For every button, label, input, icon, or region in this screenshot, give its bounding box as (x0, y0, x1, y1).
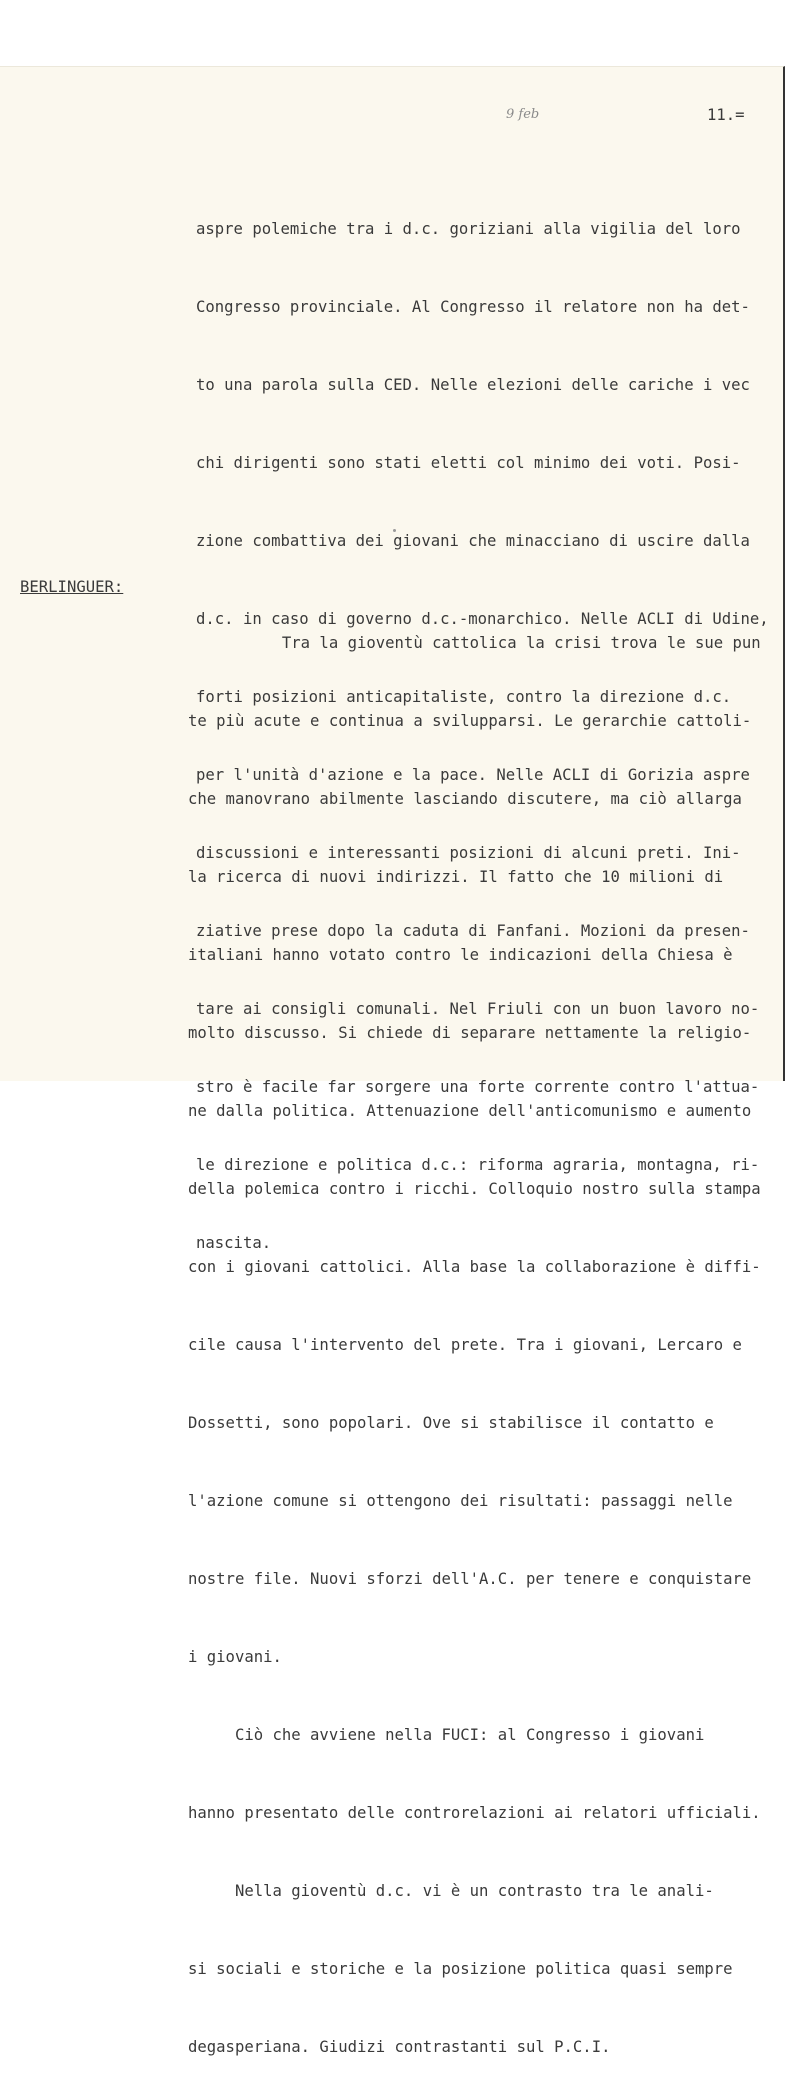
text-line: hanno presentato delle controrelazioni ai relatori ufficiali. (188, 1804, 761, 1822)
text-line: stro è facile far sorgere una forte corrente contro l'attua- (196, 1078, 760, 1096)
page-number: 11.= (707, 106, 745, 124)
text-line: to una parola sulla CED. Nelle elezioni delle cariche i vec (196, 376, 750, 394)
text-line: ziative prese dopo la caduta di Fanfani. Mozioni da presen- (196, 922, 750, 940)
text-line: l'azione comune si ottengono dei risultati: passaggi nelle (188, 1492, 733, 1510)
text-line: la ricerca di nuovi indirizzi. Il fatto che 10 milioni di (188, 868, 724, 886)
text-line: Tra la gioventù cattolica la crisi trova le sue pun (188, 634, 761, 652)
text-line: Dossetti, sono popolari. Ove si stabilisce il contatto e (188, 1414, 714, 1432)
text-line: ne dalla politica. Attenuazione dell'anticomunismo e aumento (188, 1102, 752, 1120)
text-line: chi dirigenti sono stati eletti col minimo dei voti. Posi- (196, 454, 741, 472)
text-line: cile causa l'intervento del prete. Tra i giovani, Lercaro e (188, 1336, 742, 1354)
text-line: Nella gioventù d.c. vi è un contrasto tra le anali- (188, 1882, 714, 1900)
paragraph-berlinguer (188, 578, 761, 2086)
text-line: forti posizioni anticapitaliste, contro la direzione d.c. (196, 688, 732, 706)
handwritten-annotation: 9 feb (506, 107, 540, 122)
text-line: zione combattiva dei giovani che minacciano di uscire dalla (196, 532, 750, 550)
text-line: Congresso provinciale. Al Congresso il relatore non ha det- (196, 298, 750, 316)
text-line: tare ai consigli comunali. Nel Friuli con un buon lavoro no- (196, 1000, 760, 1018)
text-line: i giovani. (188, 1648, 282, 1666)
text-line: le direzione e politica d.c.: riforma agraria, montagna, ri- (196, 1156, 760, 1174)
text-line: nascita. (196, 1234, 272, 1252)
text-line: per l'unità d'azione e la pace. Nelle ACLI di Gorizia aspre (196, 766, 750, 784)
text-line: che manovrano abilmente lasciando discutere, ma ciò allarga (188, 790, 742, 808)
text-line: degasperiana. Giudizi contrastanti sul P.C.I. (188, 2038, 611, 2056)
text-line: della polemica contro i ricchi. Colloquio nostro sulla stampa (188, 1180, 761, 1198)
text-line: nostre file. Nuovi sforzi dell'A.C. per tenere e conquistare (188, 1570, 752, 1588)
text-line: Ciò che avviene nella FUCI: al Congresso i giovani (188, 1726, 705, 1744)
text-line: molto discusso. Si chiede di separare nettamente la religio- (188, 1024, 752, 1042)
text-line: italiani hanno votato contro le indicazioni della Chiesa è (188, 946, 733, 964)
text-line: discussioni e interessanti posizioni di alcuni preti. Ini- (196, 844, 741, 862)
text-line: d.c. in caso di governo d.c.-monarchico. Nelle ACLI di Udine, (196, 610, 769, 628)
speaker-label: BERLINGUER: (20, 578, 124, 596)
text-line: con i giovani cattolici. Alla base la collaborazione è diffi- (188, 1258, 761, 1276)
text-line: te più acute e continua a svilupparsi. Le gerarchie cattoli- (188, 712, 752, 730)
text-line: si sociali e storiche e la posizione politica quasi sempre (188, 1960, 733, 1978)
text-line: aspre polemiche tra i d.c. goriziani alla vigilia del loro (196, 220, 741, 238)
ink-speck (393, 529, 396, 532)
